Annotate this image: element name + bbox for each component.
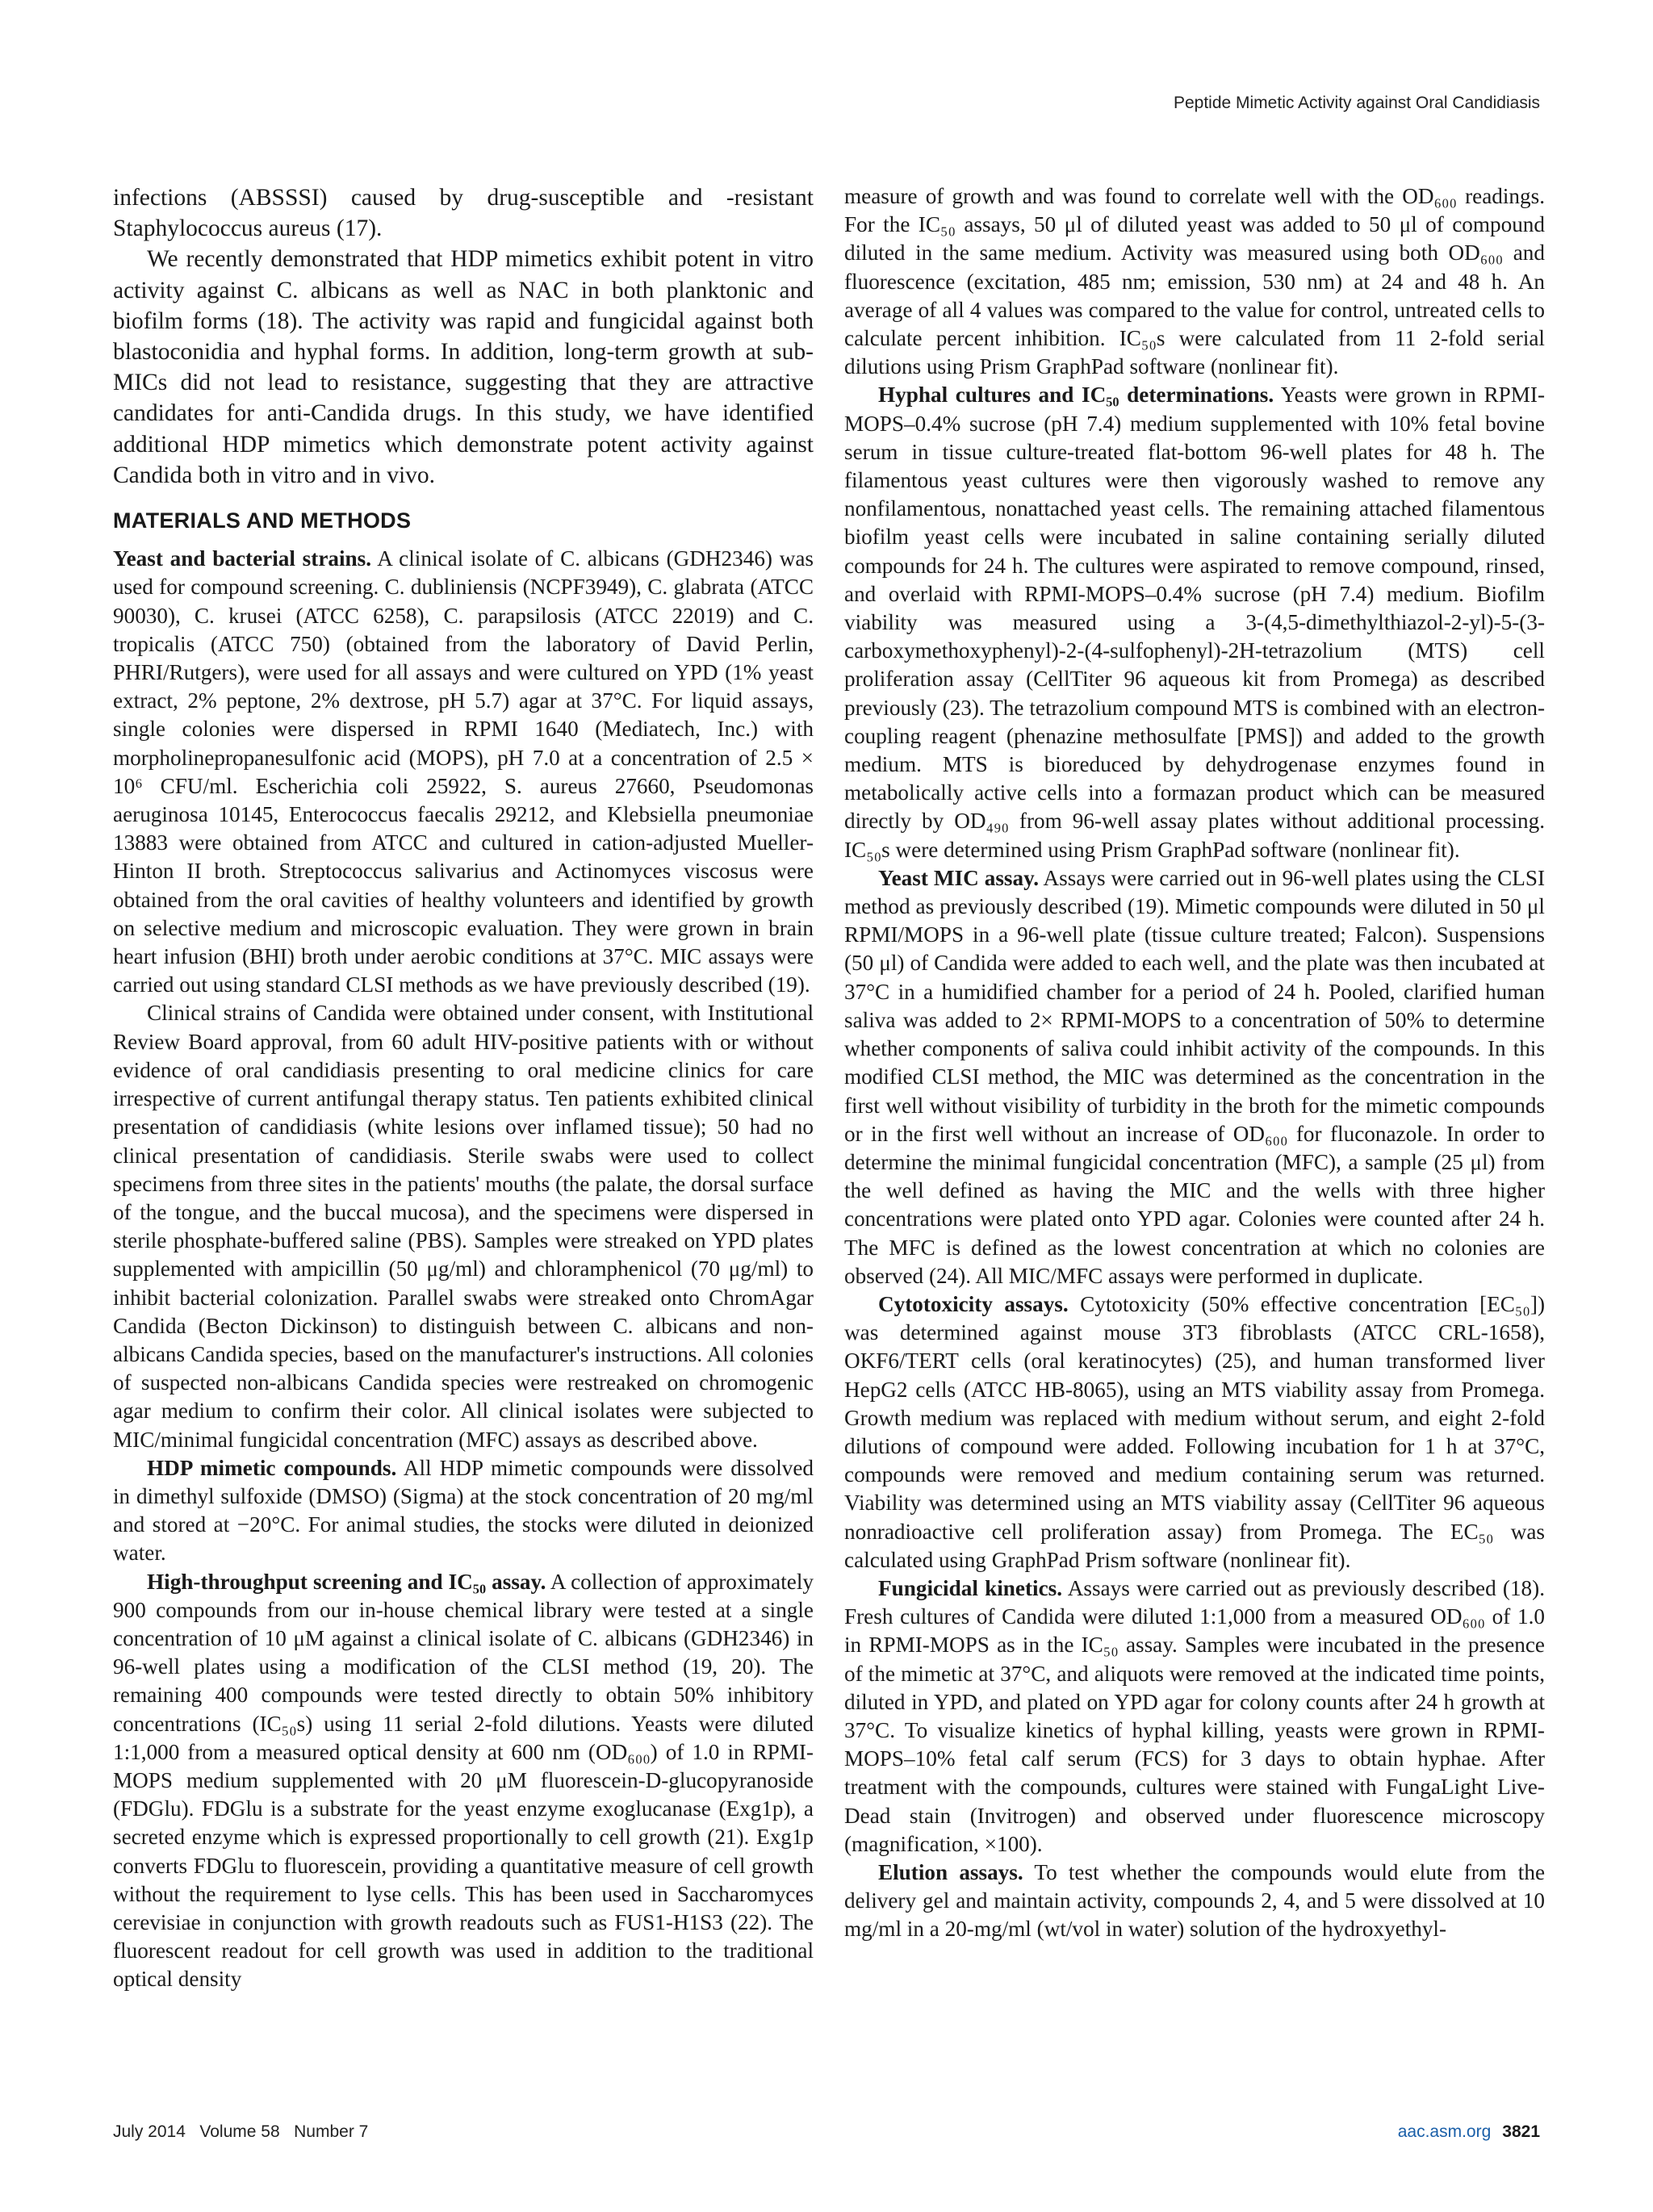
- running-head: Peptide Mimetic Activity against Oral Candidiasis: [1173, 94, 1540, 112]
- hyphal-paragraph: [844, 381, 1545, 863]
- strains-paragraph: [113, 545, 814, 999]
- strains-text: A clinical isolate of C. albicans (GDH2346) was used for compound screening. C. dubliniensis (NCPF3949), C. glabrata (ATCC 90030), C. krusei (ATCC 6258), C. parapsilosis (ATCC 22019) and C. tropicalis (ATCC 750) (obtained from the laboratory of David Perlin, PHRI/Rutgers), were used for all assays and were cultured on YPD (1% yeast extract, 2% peptone, 2% dextrose, pH 5.7) agar at 37°C. For liquid assays, single colonies were dispersed in RPMI 1640 (Mediatech, Inc.) with morpholinepropanesulfonic acid (MOPS), pH 7.0 at a concentration of 2.5 × 10⁶ CFU/ml. Escherichia coli 25922, S. aureus 27660, Pseudomonas aeruginosa 10145, Enterococcus faecalis 29212, and Klebsiella pneumoniae 13883 were obtained from ATCC and cultured in cation-adjusted Mueller-Hinton II broth. Streptococcus salivarius and Actinomyces viscosus were obtained from the oral cavities of healthy volunteers and identified by growth on selective medium and microscopic evaluation. They were grown in brain heart infusion (BHI) broth under aerobic conditions at 37°C. MIC assays were carried out using standard CLSI methods as we have previously described (19).: [113, 546, 814, 997]
- kinetics-paragraph: [844, 1574, 1545, 1859]
- hdp-text: All HDP mimetic compounds were dissolved in dimethyl sulfoxide (DMSO) (Sigma) at the stock concentration of 20 mg/ml and stored at −20°C. For animal studies, the stocks were diluted in deionized water.: [113, 1455, 814, 1566]
- footer-right: [1398, 2122, 1540, 2142]
- clinical-strains-paragraph: Clinical strains of Candida were obtained under consent, with Institutional Review Board approval, from 60 adult HIV-positive patients with or without evidence of oral candidiasis presenting to oral medicine clinics for care irrespective of current antifungal therapy status. Ten patients exhibited clinical presentation of candidiasis (white lesions over inflamed tissue); 50 had no clinical presentation of candidiasis. Sterile swabs were used to collect specimens from three sites in the patients' mouths (the palate, the dorsal surface of the tongue, and the buccal mucosa), and the specimens were dispersed in sterile phosphate-buffered saline (PBS). Samples were streaked on YPD plates supplemented with ampicillin (50 μg/ml) and chloramphenicol (70 μg/ml) to inhibit bacterial colonization. Parallel swabs were streaked onto ChromAgar Candida (Becton Dickinson) to distinguish between C. albicans and non-albicans Candida species, based on the manufacturer's instructions. All colonies of suspected non-albicans Candida species were restreaked on chromogenic agar medium to confirm their color. All clinical isolates were subjected to MIC/minimal fungicidal concentration (MFC) assays as described above.: [113, 1001, 814, 1452]
- elution-title: Elution assays.: [878, 1859, 1023, 1884]
- strains-title: Yeast and bacterial strains.: [113, 546, 372, 571]
- cytotoxicity-text: Cytotoxicity (50% effective concentration [EC₅₀]) was determined against mouse 3T3 fibroblasts (ATCC CRL-1658), OKF6/TERT cells (oral keratinocytes) (25), and human transformed liver HepG2 cells (ATCC HB-8065), using an MTS viability assay from Promega. Growth medium was replaced with medium without serum, and eight 2-fold dilutions of compound were added. Following incubation for 1 h at 37°C, compounds were removed and medium containing serum was returned. Viability was determined using an MTS viability assay (CellTiter 96 aqueous nonradioactive cell proliferation assay) from Promega. The EC₅₀ was calculated using GraphPad Prism software (nonlinear fit).: [844, 1291, 1545, 1572]
- elution-paragraph: [844, 1859, 1545, 1944]
- hyphal-title: Hyphal cultures and IC₅₀ determinations.: [878, 383, 1274, 408]
- page-number: 3821: [1502, 2122, 1540, 2141]
- kinetics-title: Fungicidal kinetics.: [878, 1575, 1063, 1600]
- mic-paragraph: [844, 864, 1545, 1290]
- elution-text: To test whether the compounds would elute from the delivery gel and maintain activity, compounds 2, 4, and 5 were dissolved at 10 mg/ml in a 20-mg/ml (wt/vol in water) solution of the hydroxyethyl-: [844, 1859, 1546, 1942]
- kinetics-text: Assays were carried out as previously described (18). Fresh cultures of Candida were diluted 1:1,000 from a measured OD₆₀₀ of 1.0 in RPMI-MOPS as in the IC₅₀ assay. Samples were incubated in the presence of the mimetic at 37°C, and aliquots were removed at the indicated time points, diluted in YPD, and plated on YPD agar for colony counts after 24 h growth at 37°C. To visualize kinetics of hyphal killing, yeasts were grown in RPMI-MOPS–10% fetal calf serum (FCS) for 3 days to obtain hyphae. After treatment with the compounds, cultures were stained with FungaLight Live-Dead stain (Invitrogen) and observed under fluorescence microscopy (magnification, ×100).: [844, 1575, 1545, 1856]
- mic-text: Assays were carried out in 96-well plates using the CLSI method as previously described (19). Mimetic compounds were diluted in 50 μl RPMI/MOPS in a 96-well plate (tissue culture treated; Falcon). Suspensions (50 μl) of Candida were added to each well, and the plate was then incubated at 37°C in a humidified chamber for a period of 24 h. Pooled, clarified human saliva was added to 2× RPMI-MOPS to a concentration of 50% to determine whether components of saliva could inhibit activity of the compounds. In this modified CLSI method, the MIC was determined as the concentration in the first well without visibility of turbidity in the broth for the mimetic compounds or in the first well without an increase of OD₆₀₀ for fluconazole. In order to determine the minimal fungicidal concentration (MFC), a sample (25 μl) from the well defined as having the MIC and the wells with three higher concentrations were plated onto YPD agar. Colonies were counted after 24 h. The MFC is defined as the lowest concentration at which no colonies are observed (24). All MIC/MFC assays were performed in duplicate.: [844, 865, 1546, 1288]
- hts-continued-paragraph: measure of growth and was found to correlate well with the OD₆₀₀ readings. For the IC₅₀ assays, 50 μl of diluted yeast was added to 50 μl of compound diluted in the same medium. Activity was measured using both OD₆₀₀ and fluorescence (excitation, 485 nm; emission, 530 nm) at 24 and 48 h. An average of all 4 values was compared to the value for control, untreated cells to calculate percent inhibition. IC₅₀s were calculated from 11 2-fold serial dilutions using Prism GraphPad software (nonlinear fit).: [844, 184, 1545, 379]
- intro-paragraph-1: infections (ABSSSI) caused by drug-susceptible and -resistant Staphylococcus aureus (17).: [113, 185, 814, 242]
- footer-issue: July 2014 Volume 58 Number 7: [113, 2122, 369, 2141]
- cytotoxicity-paragraph: [844, 1290, 1545, 1574]
- mic-title: Yeast MIC assay.: [878, 865, 1039, 890]
- hts-text: A collection of approximately 900 compounds from our in-house chemical library were tested at a single concentration of 10 μM against a clinical isolate of C. albicans (GDH2346) in 96-well plates using a modification of the CLSI method (19, 20). The remaining 400 compounds were tested directly to obtain 50% inhibitory concentrations (IC₅₀s) using 11 serial 2-fold dilutions. Yeasts were diluted 1:1,000 from a measured optical density at 600 nm (OD₆₀₀) of 1.0 in RPMI-MOPS medium supplemented with 20 μM fluorescein-D-glucopyranoside (FDGlu). FDGlu is a substrate for the yeast enzyme exoglucanase (Exg1p), a secreted enzyme which is expressed proportionally to cell growth (21). Exg1p converts FDGlu to fluorescein, providing a quantitative measure of cell growth without the requirement to lyse cells. This has been used in Saccharomyces cerevisiae in conjunction with growth readouts such as FUS1-H1S3 (22). The fluorescent readout for cell growth was used in addition to the traditional optical density: [113, 1569, 814, 1992]
- hts-title: High-throughput screening and IC₅₀ assay.: [147, 1569, 546, 1594]
- journal-link[interactable]: aac.asm.org: [1397, 2122, 1492, 2141]
- left-column: [113, 182, 814, 1994]
- right-column: [844, 182, 1545, 1944]
- hdp-title: HDP mimetic compounds.: [147, 1455, 397, 1480]
- intro-paragraph-2: We recently demonstrated that HDP mimetics exhibit potent in vitro activity against C. albicans as well as NAC in both planktonic and biofilm forms (18). The activity was rapid and fungicidal against both blastoconidia and hyphal forms. In addition, long-term growth at sub-MICs did not lead to resistance, suggesting that they are attractive candidates for anti-Candida drugs. In this study, we have identified additional HDP mimetics which demonstrate potent activity against Candida both in vitro and in vivo.: [113, 246, 814, 488]
- section-heading: MATERIALS AND METHODS: [113, 508, 412, 533]
- cytotoxicity-title: Cytotoxicity assays.: [878, 1291, 1069, 1316]
- hdp-paragraph: [113, 1454, 814, 1568]
- introduction: [113, 182, 814, 491]
- hts-paragraph: [113, 1568, 814, 1994]
- hyphal-text: Yeasts were grown in RPMI-MOPS–0.4% sucrose (pH 7.4) medium supplemented with 10% fetal bovine serum in tissue culture-treated flat-bottom 96-well plates for 48 h. The filamentous yeast cultures were then vigorously washed to remove any nonfilamentous, nonattached yeast cells. The remaining attached filamentous biofilm yeast cells were incubated in saline containing serially diluted compounds for 24 h. The cultures were aspirated to remove compound, rinsed, and overlaid with RPMI-MOPS–0.4% sucrose (pH 7.4) medium. Biofilm viability was measured using a 3-(4,5-dimethylthiazol-2-yl)-5-(3-carboxymethoxyphenyl)-2-(4-sulfophenyl)-2H-tetrazolium (MTS) cell proliferation assay (CellTiter 96 aqueous kit from Promega) as described previously (23). The tetrazolium compound MTS is combined with an electron-coupling reagent (phenazine methosulfate [PMS]) and added to the growth medium. MTS is bioreduced by dehydrogenase enzymes found in metabolically active cells into a formazan product which can be measured directly by OD₄₉₀ from 96-well assay plates without additional processing. IC₅₀s were determined using Prism GraphPad software (nonlinear fit).: [844, 383, 1545, 862]
